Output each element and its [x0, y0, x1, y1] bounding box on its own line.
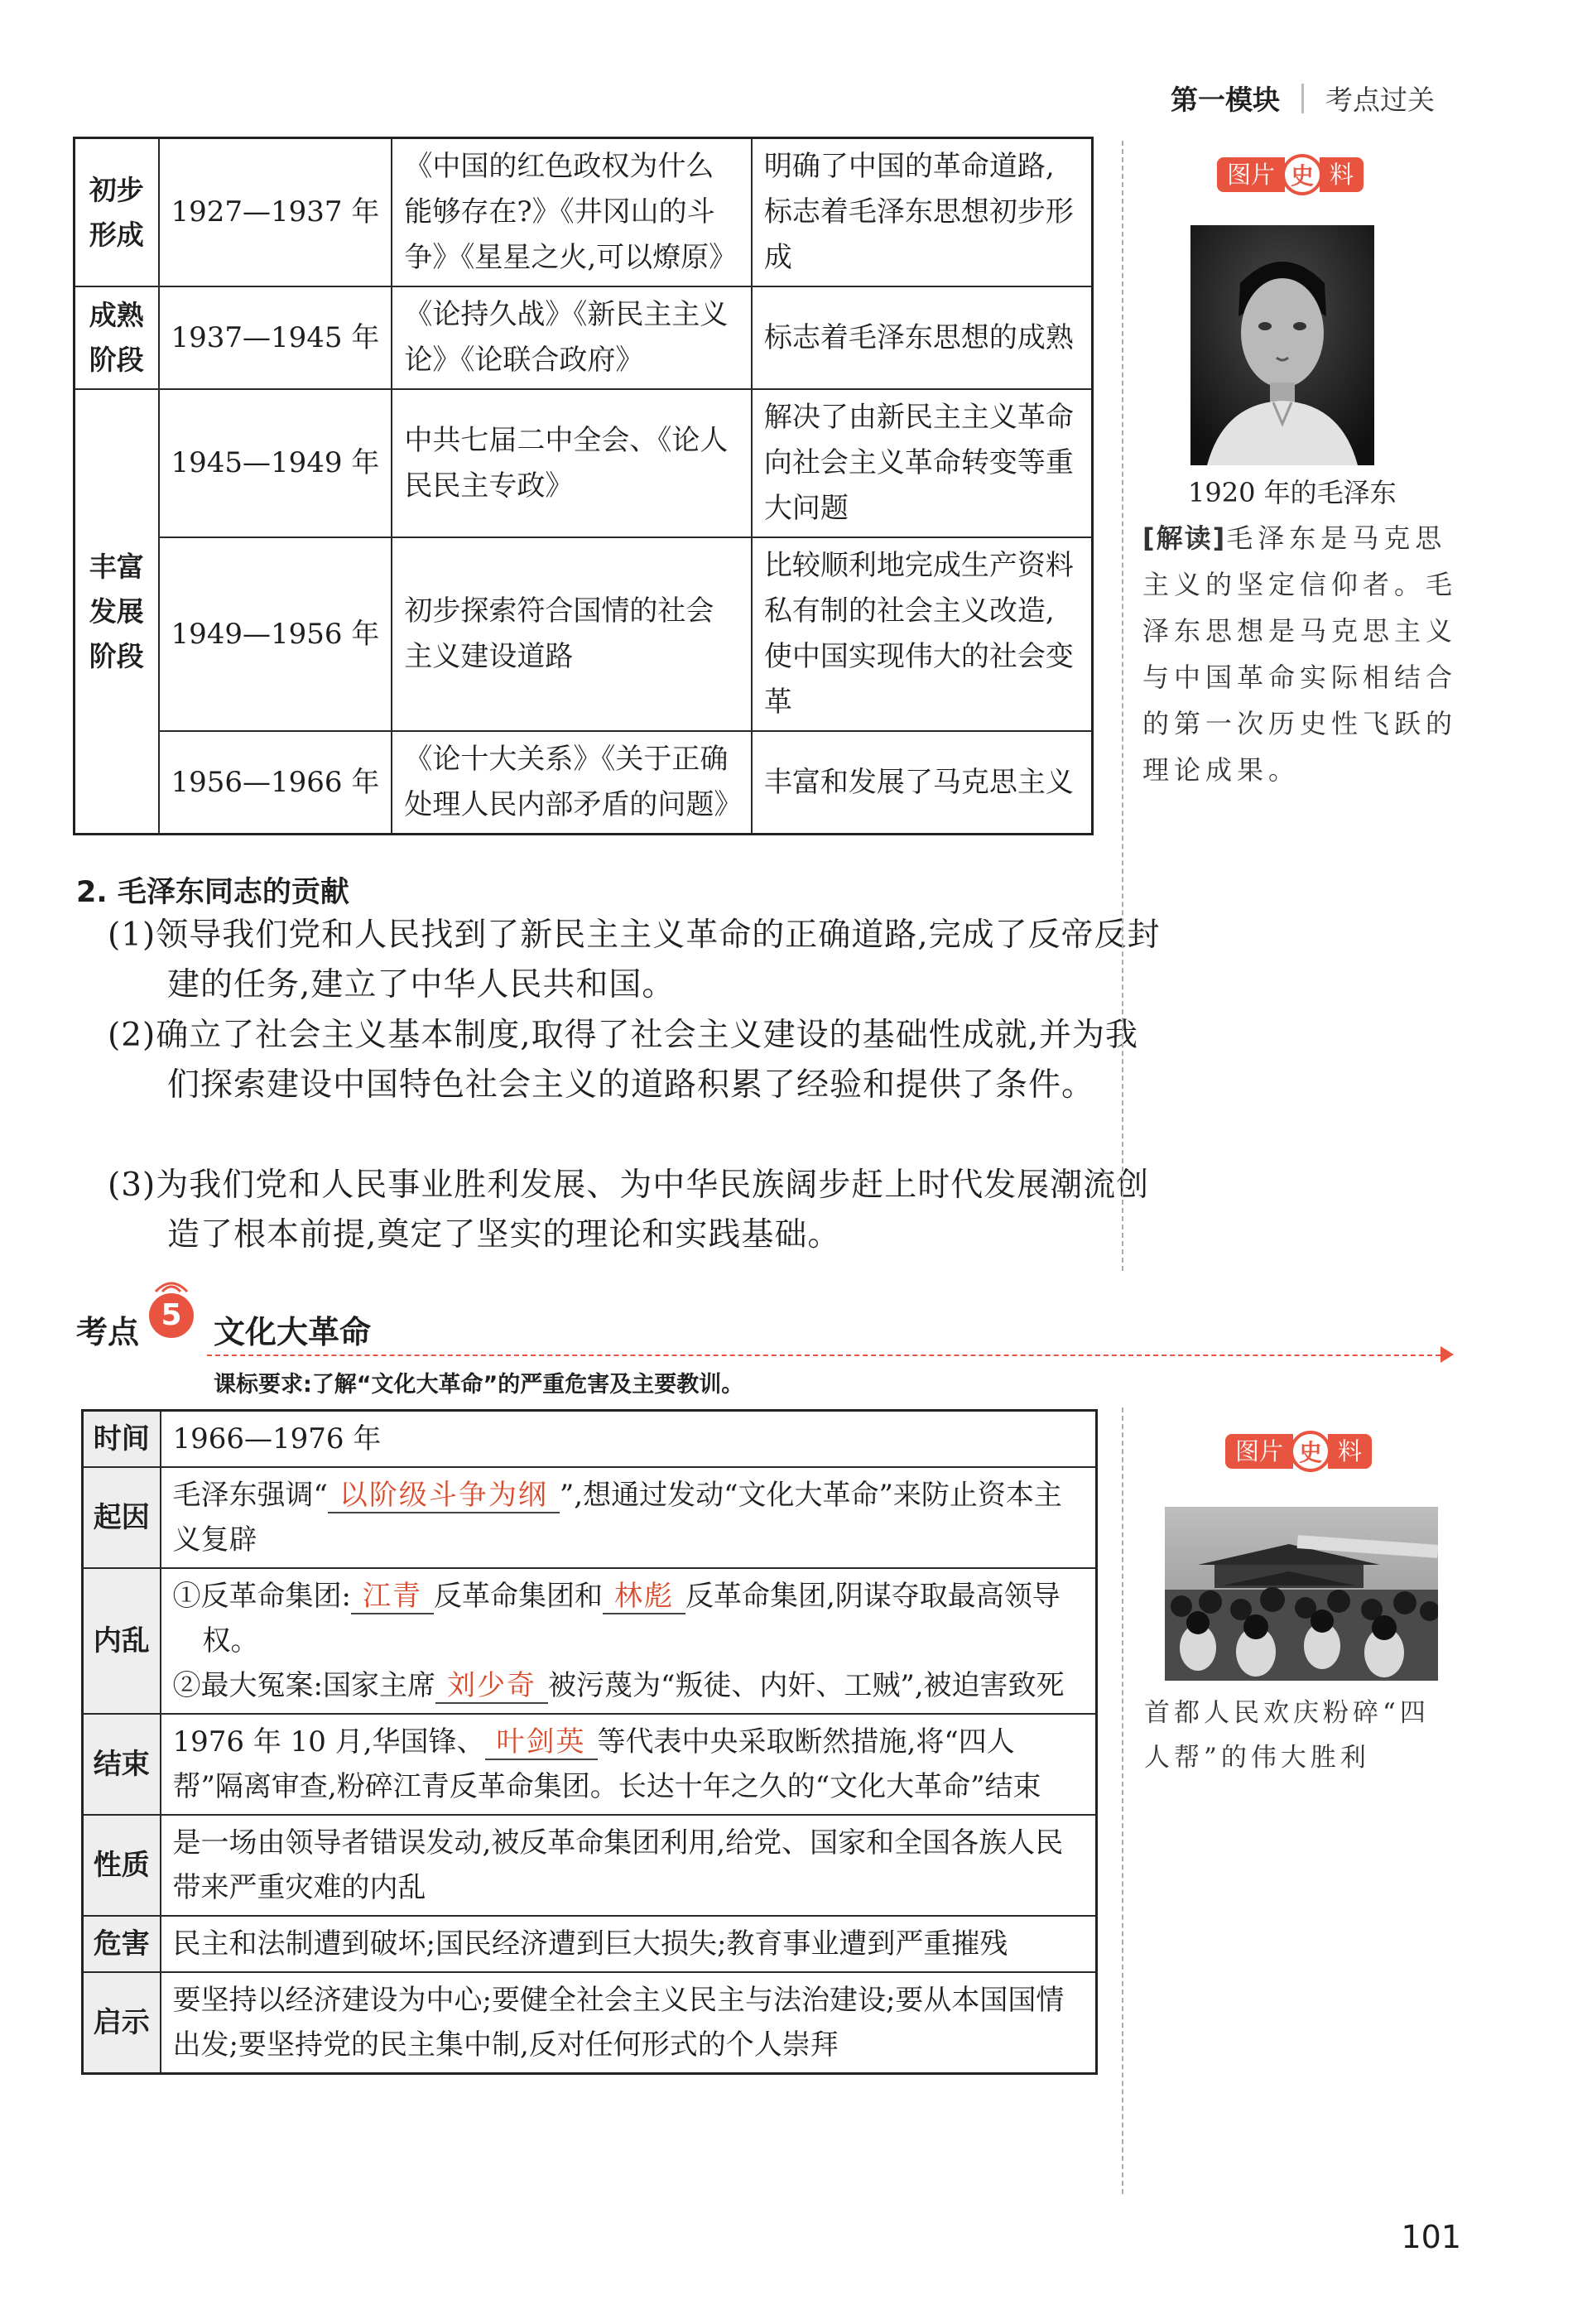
contribution-item: (1)领导我们党和人民找到了新民主主义革命的正确道路,完成了反帝反封建的任务,建立了中华人民共和国。 — [108, 917, 1161, 1003]
badge-mid: 史 — [1290, 1431, 1331, 1472]
works-cell: 《中国的红色政权为什么能够存在?》《井冈山的斗争》《星星之火,可以燎原》 — [392, 138, 752, 287]
text-span: 等代表中央采取断然措施,将“四人帮”隔离审查,粉碎江青反革命集团。长达十年之久的“文化大革命”结束 — [172, 1725, 1041, 1803]
period-cell: 1927—1937 年 — [159, 138, 392, 287]
row-value: 1966—1976 年 — [161, 1411, 1097, 1468]
stage-cell: 成熟 阶段 — [75, 286, 159, 389]
header-divider — [1301, 84, 1304, 113]
works-cell: 初步探索符合国情的社会主义建设道路 — [392, 537, 752, 731]
table-row — [75, 138, 1093, 287]
contribution-item: (2)确立了社会主义基本制度,取得了社会主义建设的基础性成就,并为我们探索建设中国特色社会主义的道路积累了经验和提供了条件。 — [108, 1017, 1139, 1104]
page-number: 101 — [1401, 2219, 1461, 2255]
section-heading: 文化大革命 — [214, 1314, 372, 1350]
table-row — [83, 1568, 1097, 1714]
stage-cell: 初步 形成 — [75, 138, 159, 287]
chaos-item — [173, 1663, 1085, 1708]
photo-caption: 首都人民欢庆粉碎“四人帮”的伟大胜利 — [1144, 1698, 1430, 1773]
arrow-icon — [1440, 1346, 1454, 1363]
works-cell: 中共七届二中全会、《论人民民主专政》 — [392, 389, 752, 537]
interpretation-text — [1142, 515, 1457, 793]
row-value: 是一场由领导者错误发动,被反革命集团利用,给党、国家和全国各族人民带来严重灾难的内乱 — [161, 1815, 1097, 1916]
row-value — [161, 1467, 1097, 1568]
row-value — [161, 1568, 1097, 1714]
badge-right: 料 — [1328, 1434, 1372, 1469]
period-cell: 1945—1949 年 — [159, 389, 392, 537]
contributions-heading: 2. 毛泽东同志的贡献 — [76, 876, 349, 909]
badge-left: 图片 — [1225, 1434, 1293, 1469]
table-row — [75, 286, 1093, 389]
stage-cell: 丰富 发展 阶段 — [75, 389, 159, 835]
text-span: ②最大冤案:国家主席 — [172, 1669, 435, 1702]
cultural-revolution-table — [81, 1409, 1098, 2075]
table-row — [75, 389, 1093, 537]
text-span: 被污蔑为“叛徒、内奸、工贼”,被迫害致死 — [547, 1669, 1065, 1702]
answer-blank: 刘少奇 — [435, 1669, 548, 1704]
row-value: 民主和法制遭到破坏;国民经济遭到巨大损失;教育事业遭到严重摧残 — [161, 1916, 1097, 1972]
text-span: ①反革命集团: — [172, 1580, 351, 1613]
table-row — [83, 1815, 1097, 1916]
row-label: 危害 — [83, 1916, 161, 1972]
answer-blank: 叶剑英 — [485, 1725, 598, 1760]
text-span: ”,想通过发动“文化大革命”来防止资本主义复辟 — [172, 1479, 1062, 1557]
photo-caption: 1920 年的毛泽东 — [1188, 477, 1397, 508]
table-row — [83, 1916, 1097, 1972]
badge-left: 图片 — [1217, 157, 1285, 192]
answer-blank: 以阶级斗争为纲 — [328, 1479, 560, 1513]
interp-label: [解读] — [1142, 522, 1227, 554]
text-span: 反革命集团和 — [433, 1580, 603, 1613]
row-value — [161, 1714, 1097, 1815]
significance-cell: 解决了由新民主主义革命向社会主义革命转变等重大问题 — [752, 389, 1093, 537]
chaos-item — [173, 1574, 1085, 1663]
row-label: 时间 — [83, 1411, 161, 1468]
table-row — [83, 1972, 1097, 2074]
mao-thought-table — [73, 137, 1094, 835]
table-row — [83, 1411, 1097, 1468]
significance-cell: 比较顺利地完成生产资料私有制的社会主义改造,使中国实现伟大的社会变革 — [752, 537, 1093, 731]
period-cell: 1949—1956 年 — [159, 537, 392, 731]
text-span: 反革命集团,阴谋夺取最高领导权。 — [202, 1580, 1061, 1658]
text-span: 毛泽东强调“ — [172, 1479, 328, 1512]
curriculum-requirement: 课标要求:了解“文化大革命”的严重危害及主要教训。 — [214, 1372, 744, 1398]
row-label: 起因 — [83, 1467, 161, 1568]
significance-cell: 丰富和发展了马克思主义 — [752, 731, 1093, 835]
sidebar-divider — [1122, 1407, 1123, 2194]
works-cell: 《论持久战》《新民主主义论》《论联合政府》 — [392, 286, 752, 389]
signal-icon — [149, 1273, 194, 1293]
table-row — [83, 1714, 1097, 1815]
significance-cell: 标志着毛泽东思想的成熟 — [752, 286, 1093, 389]
table-row — [83, 1467, 1097, 1568]
sidebar-divider — [1122, 141, 1123, 1271]
mao-portrait-photo — [1190, 225, 1374, 465]
dashed-rule — [207, 1354, 1449, 1356]
row-label: 结束 — [83, 1714, 161, 1815]
row-label: 内乱 — [83, 1568, 161, 1714]
period-cell: 1937—1945 年 — [159, 286, 392, 389]
picture-history-badge — [1225, 1432, 1372, 1470]
row-label: 性质 — [83, 1815, 161, 1916]
answer-blank: 江青 — [351, 1580, 434, 1614]
section-title: 考点过关 — [1325, 84, 1435, 116]
row-value: 要坚持以经济建设为中心;要健全社会主义民主与法治建设;要从本国国情出发;要坚持党的民主集中制,反对任何形式的个人崇拜 — [161, 1972, 1097, 2074]
works-cell: 《论十大关系》《关于正确处理人民内部矛盾的问题》 — [392, 731, 752, 835]
interp-body: 毛泽东是马克思主义的坚定信仰者。毛泽东思想是马克思主义与中国革命实际相结合的第一次历史性飞跃的理论成果。 — [1142, 522, 1458, 786]
exam-point-number: 5 — [149, 1293, 194, 1338]
contribution-item: (3)为我们党和人民事业胜利发展、为中华民族阔步赶上时代发展潮流创造了根本前提,奠定了坚实的理论和实践基础。 — [108, 1167, 1150, 1253]
page-header — [1171, 79, 1435, 118]
answer-blank: 林彪 — [603, 1580, 685, 1614]
text-span: 1976 年 10 月,华国锋、 — [172, 1725, 485, 1759]
picture-history-badge — [1217, 156, 1364, 194]
table-row — [75, 537, 1093, 731]
row-label: 启示 — [83, 1972, 161, 2074]
exam-point-label: 考点 — [76, 1314, 140, 1350]
badge-right: 料 — [1320, 157, 1364, 192]
module-title: 第一模块 — [1171, 84, 1280, 116]
significance-cell: 明确了中国的革命道路,标志着毛泽东思想初步形成 — [752, 138, 1093, 287]
table-row — [75, 731, 1093, 835]
badge-mid: 史 — [1282, 154, 1323, 195]
period-cell: 1956—1966 年 — [159, 731, 392, 835]
celebration-crowd-photo — [1165, 1507, 1438, 1681]
